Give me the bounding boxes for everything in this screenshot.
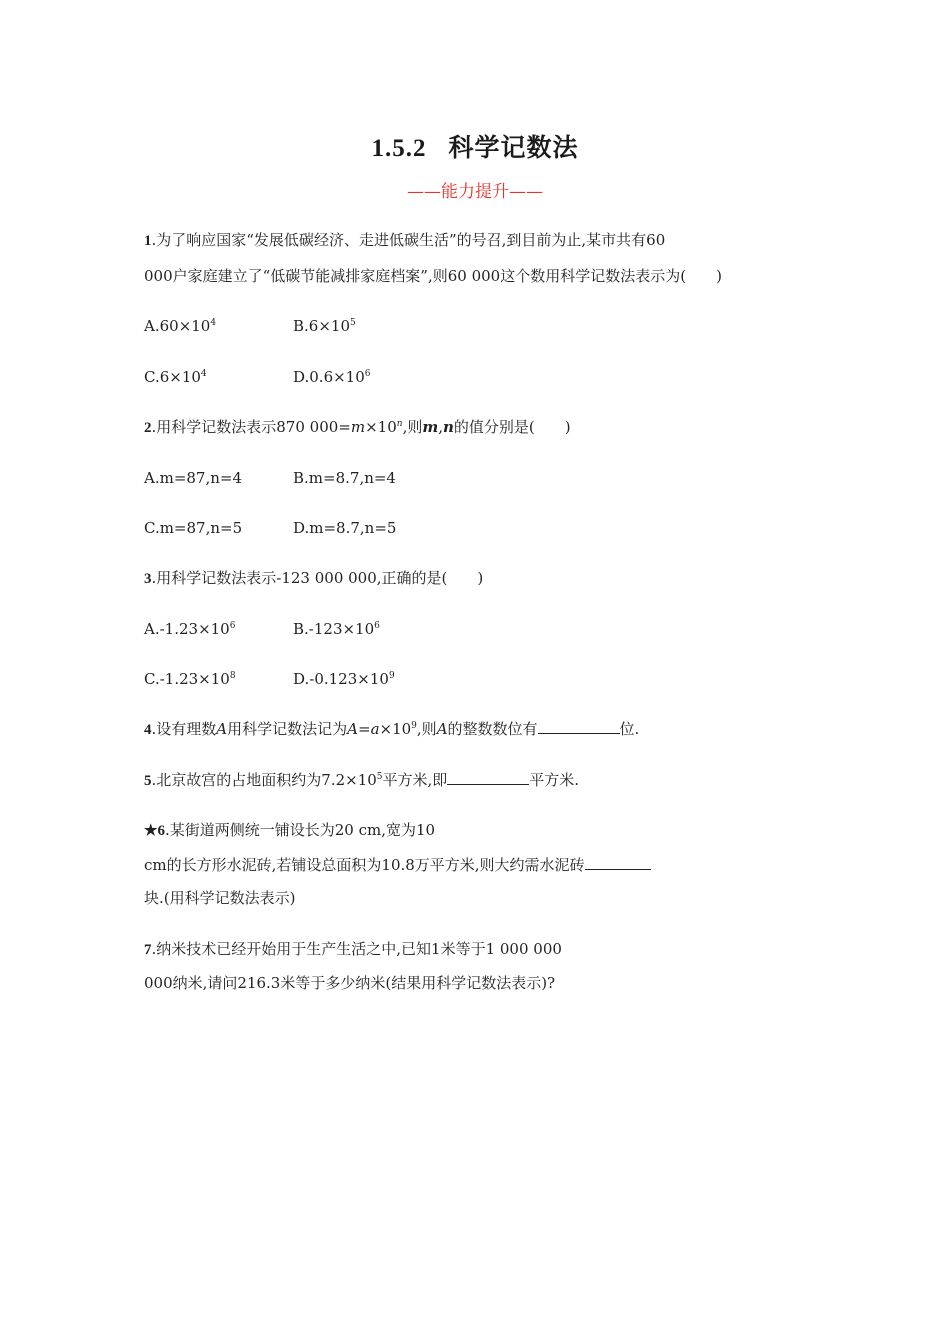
question-6-line-2: cm的长方形水泥砖,若铺设总面积为10.8万平方米,则大约需水泥砖 (144, 855, 651, 875)
section-number: 1.5.2 (371, 135, 427, 162)
question-7-line-1: 7.纳米技术已经开始用于生产生活之中,已知1米等于1 000 000 (144, 940, 562, 958)
answer-blank[interactable] (538, 719, 620, 734)
question-2: 2.用科学记数法表示870 $000=m\times 10^n$,则m,n的值分别是( ) (144, 418, 571, 436)
section-title: 科学记数法 (448, 133, 579, 162)
question-7-line-2: 000纳米,请问216.3米等于多少纳米(结果用科学记数法表示)? (144, 974, 556, 992)
section-subtitle: ——能力提升—— (407, 182, 543, 202)
question-5: 5.北京故宫的占地面积约为$7.2\times 10^5$平方米,即 平方米. (144, 771, 580, 789)
option-c: $C.6\times 10^4$ (144, 368, 207, 386)
question-1-line-1: 1.为了响应国家“发展低碳经济、走进低碳生活”的号召,到目前为止,某市共有60 (144, 231, 666, 249)
option-a: A.m=87,n=4 (144, 469, 243, 487)
question-1-line-2: 000户家庭建立了“低碳节能减排家庭档案”,则60 000这个数用科学记数法表示为( ) (144, 267, 722, 285)
page-title (0, 128, 950, 164)
option-b: $B.6\times 10^5$ (293, 317, 356, 335)
question-number: 1 (144, 233, 152, 249)
option-b: $B.-123\times 10^6$ (293, 620, 380, 638)
option-b: B.m=8.7,n=4 (293, 469, 396, 487)
question-3: 3.用科学记数法表示-123 000 000,正确的是( ) (144, 569, 484, 587)
option-d: D.m=8.7,n=5 (293, 519, 397, 537)
answer-blank[interactable] (447, 770, 529, 785)
option-c: C.m=87,n=5 (144, 519, 243, 537)
question-4: 4.设有理数A用科学记数法记为$A=a\times 10^9$,则A的整数数位有 位. (144, 720, 640, 738)
option-c: $C.-1.23\times 10^8$ (144, 670, 236, 688)
question-6-line-1: ★6.某街道两侧统一铺设长为20 cm,宽为10 (144, 821, 436, 839)
option-a: $A.-1.23\times 10^6$ (144, 620, 236, 638)
star-icon: ★ (144, 823, 158, 839)
option-d: $D.0.6\times 10^6$ (293, 368, 371, 386)
answer-blank[interactable] (585, 855, 651, 870)
option-d: $D.-0.123\times 10^9$ (293, 670, 395, 688)
option-a: $A.60\times 10^4$ (144, 317, 217, 335)
question-6-line-3: 块.(用科学记数法表示) (144, 889, 296, 907)
